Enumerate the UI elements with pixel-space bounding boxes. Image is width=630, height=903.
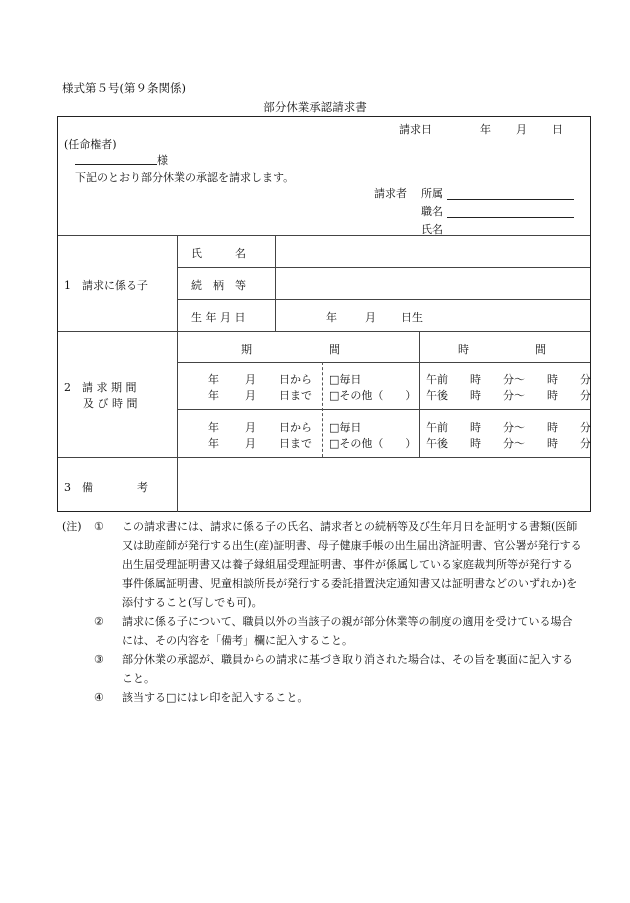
row1-from-year: 年	[208, 373, 219, 386]
divider-header	[58, 235, 590, 236]
divider-section1	[58, 331, 590, 332]
note-2-mark: ②	[94, 615, 104, 628]
row1-am-time: 午前 時 分〜 時 分	[426, 373, 591, 386]
name-label: 氏名	[421, 223, 443, 236]
note-4-text: 該当する□にはレ印を記入すること。	[122, 691, 309, 704]
row2-to-month: 月	[245, 437, 256, 450]
child-relation-label: 続 柄 等	[191, 279, 246, 292]
row1-other-checkbox[interactable]: □その他（ ）	[329, 389, 417, 402]
row2-to-day: 日まで	[279, 437, 312, 450]
divider-child-name	[177, 267, 590, 268]
section2-label-line2: 及 び 時 間	[83, 397, 138, 410]
row2-from-year: 年	[208, 421, 219, 434]
sama-label: 様	[157, 154, 168, 167]
child-dob-day: 日生	[401, 311, 423, 324]
requester-label: 請求者	[374, 187, 407, 200]
divider-section2	[58, 457, 590, 458]
time-header: 時 間	[458, 343, 546, 356]
row2-from-day: 日から	[279, 421, 312, 434]
request-date-day: 日	[552, 123, 563, 136]
document-title: 部分休業承認請求書	[263, 100, 367, 114]
row1-pm-time: 午後 時 分〜 時 分	[426, 389, 591, 402]
affiliation-label: 所属	[421, 187, 443, 200]
note-3	[62, 650, 582, 688]
form-table	[57, 116, 591, 512]
row1-to-day: 日まで	[279, 389, 312, 402]
note-2	[62, 612, 582, 650]
note-1	[62, 517, 582, 612]
note-2-text: 請求に係る子について、職員以外の当該子の親が部分休業等の制度の適用を受けている場合には、その内容を「備考」欄に記入すること。	[122, 615, 573, 647]
row1-daily-checkbox[interactable]: □毎日	[329, 373, 362, 386]
divider-label-column	[177, 235, 178, 512]
appointer-label: (任命権者)	[64, 138, 117, 151]
divider-period-time	[419, 331, 420, 457]
note-3-mark: ③	[94, 653, 104, 666]
note-1-mark: ①	[94, 520, 104, 533]
notes-prefix: (注)	[62, 520, 82, 533]
row1-from-month: 月	[245, 373, 256, 386]
form-number-label: 様式第５号(第９条関係)	[62, 81, 186, 95]
notes	[62, 517, 582, 707]
child-dob-year: 年	[326, 311, 337, 324]
request-date-month: 月	[516, 123, 527, 136]
request-date-year: 年	[480, 123, 491, 136]
note-1-text: この請求書には、請求に係る子の氏名、請求者との続柄等及び生年月日を証明する書類(医師又は助産師が発行する出生(産)証明書、母子健康手帳の出生届出済証明書、官公署が発行する出生届受理証明書又は養子縁組届受理証明書、事件が係属している家庭裁判所等が発行する事件係属証明書、児童相談所長が発行する委託措置決定通知書又は証明書などのいずれか)を添付すること(写しでも可)。	[122, 520, 582, 609]
section2-label-line1: 2 請 求 期 間	[64, 381, 137, 394]
section3-label: 3 備 考	[64, 481, 148, 494]
row2-am-time: 午前 時 分〜 時 分	[426, 421, 591, 434]
row2-other-checkbox[interactable]: □その他（ ）	[329, 437, 417, 450]
affiliation-underline	[447, 199, 574, 200]
row2-daily-checkbox[interactable]: □毎日	[329, 421, 362, 434]
note-4-mark: ④	[94, 691, 104, 704]
divider-child-field	[275, 235, 276, 331]
position-underline	[447, 217, 574, 218]
row1-from-day: 日から	[279, 373, 312, 386]
row2-pm-time: 午後 時 分〜 時 分	[426, 437, 591, 450]
row1-to-month: 月	[245, 389, 256, 402]
note-3-text: 部分休業の承認が、職員からの請求に基づき取り消された場合は、その旨を裏面に記入すること。	[122, 653, 573, 685]
section1-label: 1 請求に係る子	[64, 279, 148, 292]
row2-from-month: 月	[245, 421, 256, 434]
request-date-label: 請求日	[399, 123, 432, 136]
note-4	[62, 688, 582, 707]
divider-period-dashed	[322, 362, 323, 457]
divider-period-row	[177, 409, 590, 410]
child-dob-month: 月	[365, 311, 376, 324]
position-label: 職名	[421, 205, 443, 218]
appointer-underline	[75, 164, 157, 165]
request-statement: 下記のとおり部分休業の承認を請求します。	[75, 171, 295, 184]
row1-to-year: 年	[208, 389, 219, 402]
period-header: 期 間	[241, 343, 340, 356]
child-dob-label: 生 年 月 日	[191, 311, 246, 324]
row2-to-year: 年	[208, 437, 219, 450]
divider-child-relation	[177, 299, 590, 300]
child-name-label: 氏 名	[191, 247, 246, 260]
divider-period-header	[177, 362, 590, 363]
